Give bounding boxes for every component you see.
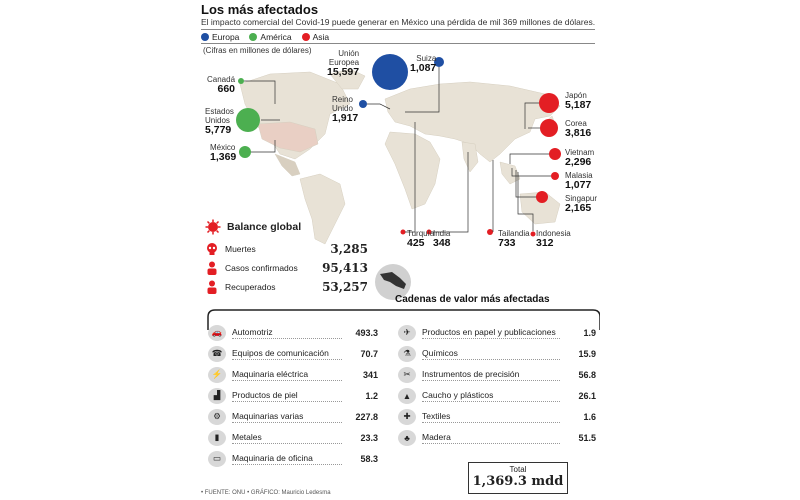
region-name: Reino Unido (332, 95, 353, 113)
balance-title (205, 219, 368, 235)
label-vietnam (565, 148, 594, 168)
bubble-reino-unido (359, 100, 367, 108)
region-name: Japón (565, 91, 587, 100)
row-name: Instrumentos de precisión (422, 369, 560, 381)
row-name: Automotriz (232, 327, 342, 339)
row-value: 15.9 (578, 348, 596, 359)
bubble-turquia (401, 230, 406, 235)
label-corea (565, 119, 591, 139)
region-name: Unión Europea (328, 49, 360, 67)
region-value: 1,077 (565, 179, 592, 191)
balance-label: Muertes (225, 243, 256, 254)
region-name: Singapur (565, 194, 598, 203)
row-name: Productos de piel (232, 390, 342, 402)
row-name: Maquinaria eléctrica (232, 369, 342, 381)
tree-icon: ♣ (398, 430, 416, 446)
bubble-corea (540, 119, 558, 137)
row-value: 227.8 (355, 411, 378, 422)
cadenas-right-column (398, 322, 596, 448)
balance-label: Recuperados (225, 281, 276, 292)
table-row (398, 364, 596, 385)
balance-title-text: Balance global (227, 221, 302, 233)
row-value: 1.9 (583, 327, 596, 338)
legend-item-asia (302, 32, 330, 42)
region-name: Tailandia (498, 229, 530, 238)
row-name: Equipos de comunicación (232, 348, 342, 360)
region-name: Indonesia (536, 229, 571, 238)
bubble-indonesia (531, 232, 536, 237)
row-value: 1.2 (365, 390, 378, 401)
table-row (398, 343, 596, 364)
bubble-malasia (551, 172, 559, 180)
row-value: 26.1 (578, 390, 596, 401)
row-value: 23.3 (360, 432, 378, 443)
legend (201, 32, 329, 42)
table-row (398, 385, 596, 406)
monitor-icon: ▭ (208, 451, 226, 467)
phone-icon: ☎ (208, 346, 226, 362)
balance-value: 95,413 (322, 260, 368, 275)
label-canada (207, 75, 235, 95)
region-name: Estados Unidos (205, 107, 234, 125)
region-value: 312 (536, 237, 554, 249)
region-value: 5,779 (205, 124, 232, 136)
region-name: Turquía (407, 229, 435, 238)
legend-dot (249, 33, 257, 41)
region-value: 1,369 (210, 151, 237, 163)
total-box (468, 462, 568, 494)
bubble-vietnam (549, 148, 561, 160)
legend-item-america (249, 32, 291, 42)
tool-icon: ✂ (398, 367, 416, 383)
table-row (398, 322, 596, 343)
row-value: 56.8 (578, 369, 596, 380)
cadenas-title: Cadenas de valor más afectadas (395, 294, 550, 305)
region-value: 348 (433, 237, 451, 249)
row-value: 58.3 (360, 453, 378, 464)
label-mexico (210, 143, 236, 163)
label-suiza (410, 54, 436, 74)
row-name: Productos en papel y publicaciones (422, 327, 560, 339)
skull-icon (205, 242, 219, 256)
units-note: (Cifras en millones de dólares) (203, 46, 312, 55)
region-value: 2,296 (565, 156, 592, 168)
row-value: 493.3 (355, 327, 378, 338)
row-name: Maquinarias varias (232, 411, 342, 423)
region-value: 5,187 (565, 99, 592, 111)
metal-icon: ▮ (208, 430, 226, 446)
tractor-icon: ⚙ (208, 409, 226, 425)
row-value: 51.5 (578, 432, 596, 443)
table-row (208, 427, 378, 448)
region-value: 1,917 (332, 112, 359, 124)
region-value: 2,165 (565, 202, 592, 214)
region-name: Vietnam (565, 148, 595, 157)
table-row (398, 427, 596, 448)
cadenas-left-column (208, 322, 378, 469)
balance-row-muertes (205, 239, 368, 258)
divider (201, 29, 595, 30)
bubble-canada (238, 78, 244, 84)
legend-label: Europa (212, 32, 240, 42)
label-reino-unido (332, 95, 358, 124)
region-name: Canadá (207, 75, 236, 84)
row-name: Madera (422, 432, 560, 444)
paper-icon: ✈ (398, 325, 416, 341)
table-row (208, 448, 378, 469)
region-value: 15,597 (327, 66, 360, 78)
table-row (208, 406, 378, 427)
table-row (208, 322, 378, 343)
table-row (208, 364, 378, 385)
car-icon: 🚗 (208, 325, 226, 341)
label-singapur (565, 194, 597, 214)
label-estados-unidos (205, 107, 234, 136)
row-name: Maquinaria de oficina (232, 453, 342, 465)
label-union-europea (327, 49, 359, 78)
legend-item-europa (201, 32, 239, 42)
bubble-estados-unidos (236, 108, 260, 132)
region-name: México (210, 143, 236, 152)
balance-value: 53,257 (322, 279, 368, 294)
row-name: Químicos (422, 348, 560, 360)
chart-subtitle: El impacto comercial del Covid-19 puede generar en México una pérdida de mil 369 millones de dólares. (201, 17, 596, 27)
label-india (433, 229, 451, 249)
flask-icon: ⚗ (398, 346, 416, 362)
row-value: 70.7 (360, 348, 378, 359)
region-name: India (433, 229, 451, 238)
bubble-japon (539, 93, 559, 113)
legend-dot (201, 33, 209, 41)
legend-label: Asia (312, 32, 330, 42)
bubble-union-europea (372, 54, 408, 90)
total-value: 1,369.3 mdd (472, 474, 564, 489)
legend-dot (302, 33, 310, 41)
table-row (208, 343, 378, 364)
row-value: 1.6 (583, 411, 596, 422)
region-value: 3,816 (565, 127, 592, 139)
shirt-icon: ✚ (398, 409, 416, 425)
label-turquia (407, 229, 434, 249)
row-name: Caucho y plásticos (422, 390, 560, 402)
region-value: 660 (217, 83, 236, 95)
label-malasia (565, 171, 593, 191)
label-indonesia (536, 229, 571, 249)
source-credit: • FUENTE: ONU • GRÁFICO: Mauricio Ledesma (201, 490, 331, 496)
legend-label: América (260, 32, 292, 42)
row-value: 341 (362, 369, 378, 380)
region-value: 425 (407, 237, 425, 249)
bubble-mexico (239, 146, 251, 158)
virus-icon (205, 219, 221, 235)
region-value: 1,087 (410, 62, 437, 74)
region-value: 733 (498, 237, 516, 249)
table-row (208, 385, 378, 406)
table-row (398, 406, 596, 427)
balance-value: 3,285 (330, 241, 368, 256)
label-tailandia (498, 229, 530, 249)
bubble-singapur (536, 191, 548, 203)
total-label: Total (509, 465, 527, 474)
row-name: Textiles (422, 411, 560, 423)
row-name: Metales (232, 432, 342, 444)
bubble-tailandia (487, 229, 493, 235)
region-name: Corea (565, 119, 587, 128)
region-name: Malasia (565, 171, 593, 180)
electric-icon: ⚡ (208, 367, 226, 383)
bottle-icon: ▲ (398, 388, 416, 404)
balance-label: Casos confirmados (225, 262, 298, 273)
region-name: Suiza (416, 54, 437, 63)
chart-title: Los más afectados (201, 2, 319, 17)
boot-icon: ▟ (208, 388, 226, 404)
label-japon (565, 91, 591, 111)
